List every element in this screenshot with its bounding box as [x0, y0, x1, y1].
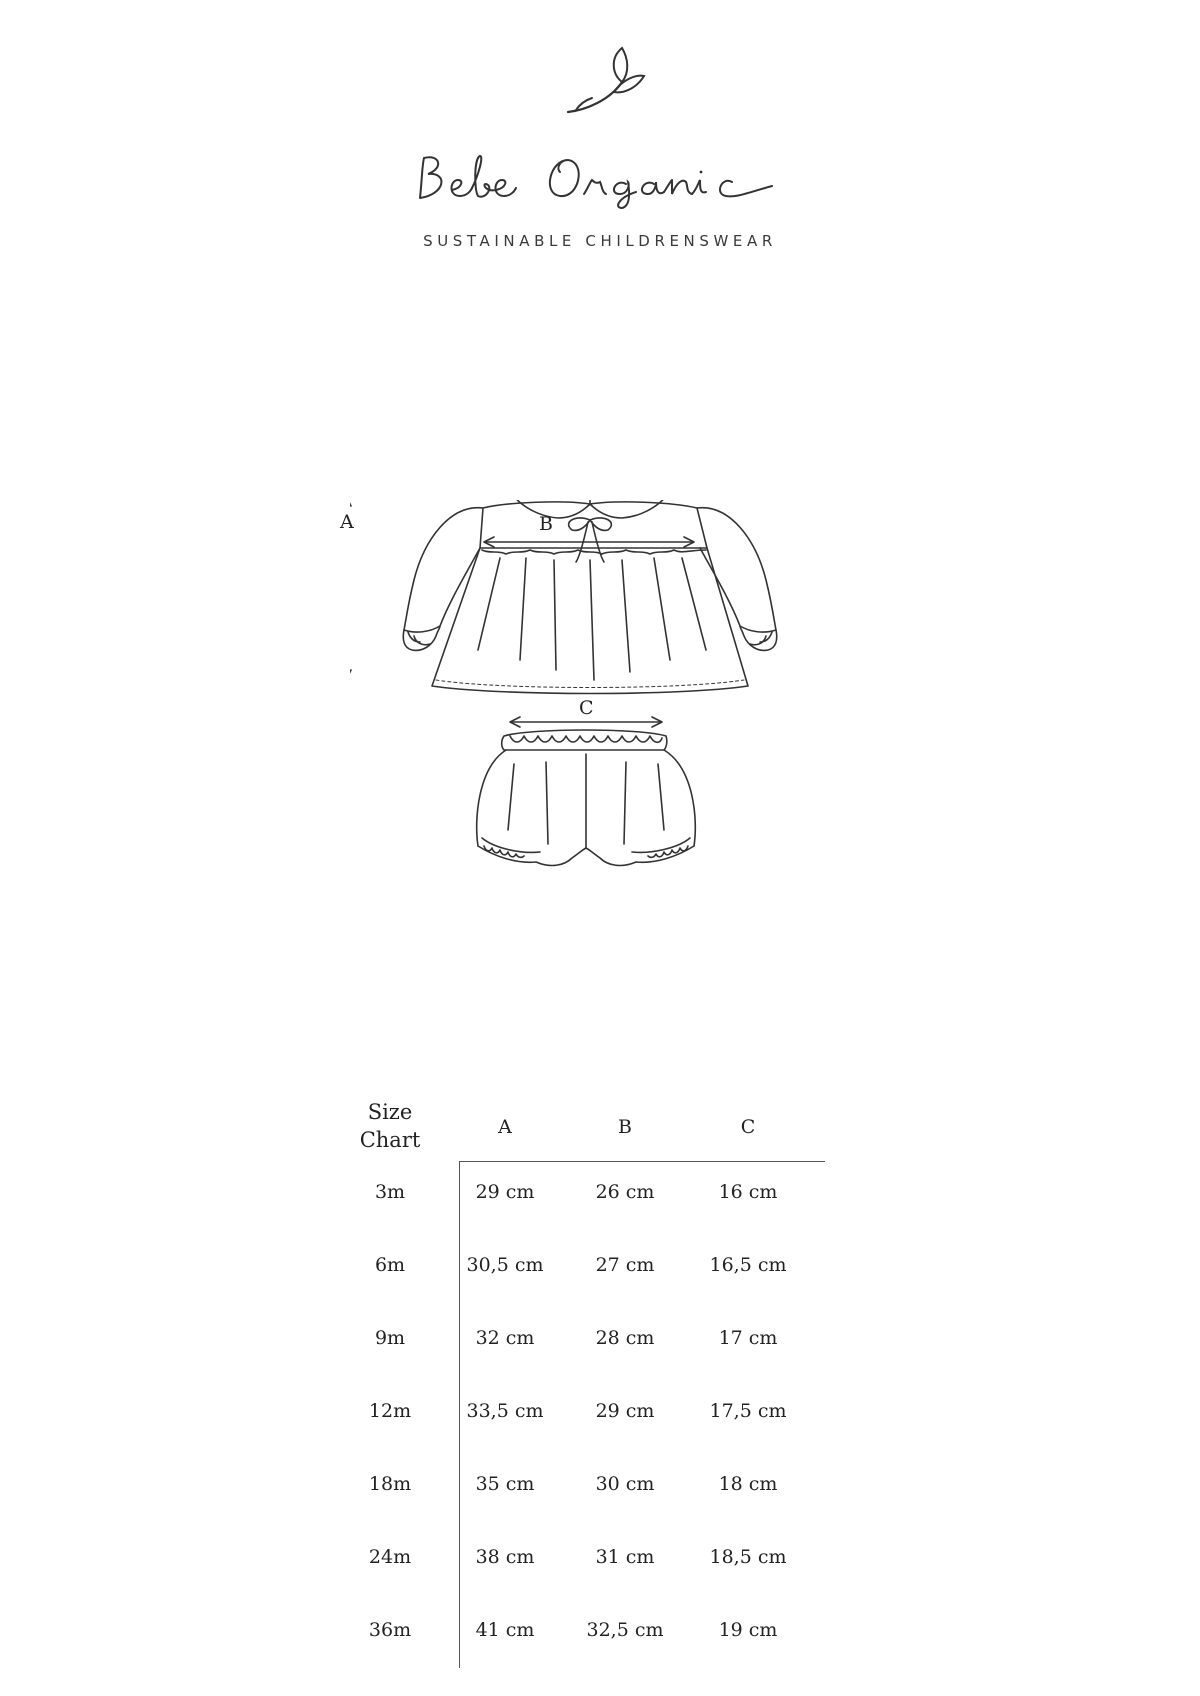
- column-header-a: A: [498, 1116, 512, 1138]
- leaf-logo-icon: [566, 44, 646, 130]
- size-cell: 6m: [374, 1254, 406, 1276]
- size-cell: 36m: [368, 1619, 412, 1641]
- table-row: [345, 1254, 825, 1327]
- measure-b-cell: 30 cm: [595, 1473, 655, 1495]
- measure-a-cell: 32 cm: [475, 1327, 535, 1349]
- column-header-c: C: [740, 1116, 756, 1138]
- dimension-label-c: C: [579, 697, 594, 719]
- measure-a-cell: 35 cm: [475, 1473, 535, 1495]
- dimension-label-a: A: [340, 511, 354, 533]
- brand-logo: [0, 150, 1200, 210]
- measure-b-cell: 32,5 cm: [586, 1619, 664, 1641]
- table-row: [345, 1473, 825, 1546]
- measure-a-cell: 30,5 cm: [466, 1254, 544, 1276]
- measure-b-cell: 31 cm: [595, 1546, 655, 1568]
- measure-c-cell: 18 cm: [718, 1473, 778, 1495]
- measure-b-cell: 29 cm: [595, 1400, 655, 1422]
- size-chart-table: [345, 1090, 825, 1670]
- size-cell: 24m: [368, 1546, 412, 1568]
- measure-b-cell: 27 cm: [595, 1254, 655, 1276]
- column-header-b: B: [618, 1116, 632, 1138]
- size-cell: 3m: [374, 1181, 406, 1203]
- size-chart-rows: [345, 1181, 825, 1692]
- measure-a-cell: 29 cm: [475, 1181, 535, 1203]
- measure-c-cell: 16,5 cm: [709, 1254, 787, 1276]
- dimension-label-b: B: [539, 513, 553, 535]
- measure-a-cell: 41 cm: [475, 1619, 535, 1641]
- table-row: [345, 1400, 825, 1473]
- measure-b-cell: 26 cm: [595, 1181, 655, 1203]
- brand-wordmark: [400, 150, 800, 210]
- table-row: [345, 1327, 825, 1400]
- garment-diagram: [350, 500, 830, 970]
- size-cell: 12m: [368, 1400, 412, 1422]
- measure-c-cell: 18,5 cm: [709, 1546, 787, 1568]
- measure-c-cell: 19 cm: [718, 1619, 778, 1641]
- brand-tagline: SUSTAINABLE CHILDRENSWEAR: [423, 232, 777, 250]
- header-size-line2: Chart: [359, 1128, 421, 1152]
- measure-a-cell: 38 cm: [475, 1546, 535, 1568]
- measure-c-cell: 16 cm: [718, 1181, 778, 1203]
- size-chart-header: [355, 1098, 425, 1154]
- header-size-line1: Size: [367, 1100, 413, 1124]
- measure-c-cell: 17,5 cm: [709, 1400, 787, 1422]
- measure-c-cell: 17 cm: [718, 1327, 778, 1349]
- size-cell: 18m: [368, 1473, 412, 1495]
- table-row: [345, 1546, 825, 1619]
- table-row: [345, 1181, 825, 1254]
- measure-a-cell: 33,5 cm: [466, 1400, 544, 1422]
- header-divider: [460, 1161, 825, 1162]
- table-row: [345, 1619, 825, 1692]
- measure-b-cell: 28 cm: [595, 1327, 655, 1349]
- size-cell: 9m: [374, 1327, 406, 1349]
